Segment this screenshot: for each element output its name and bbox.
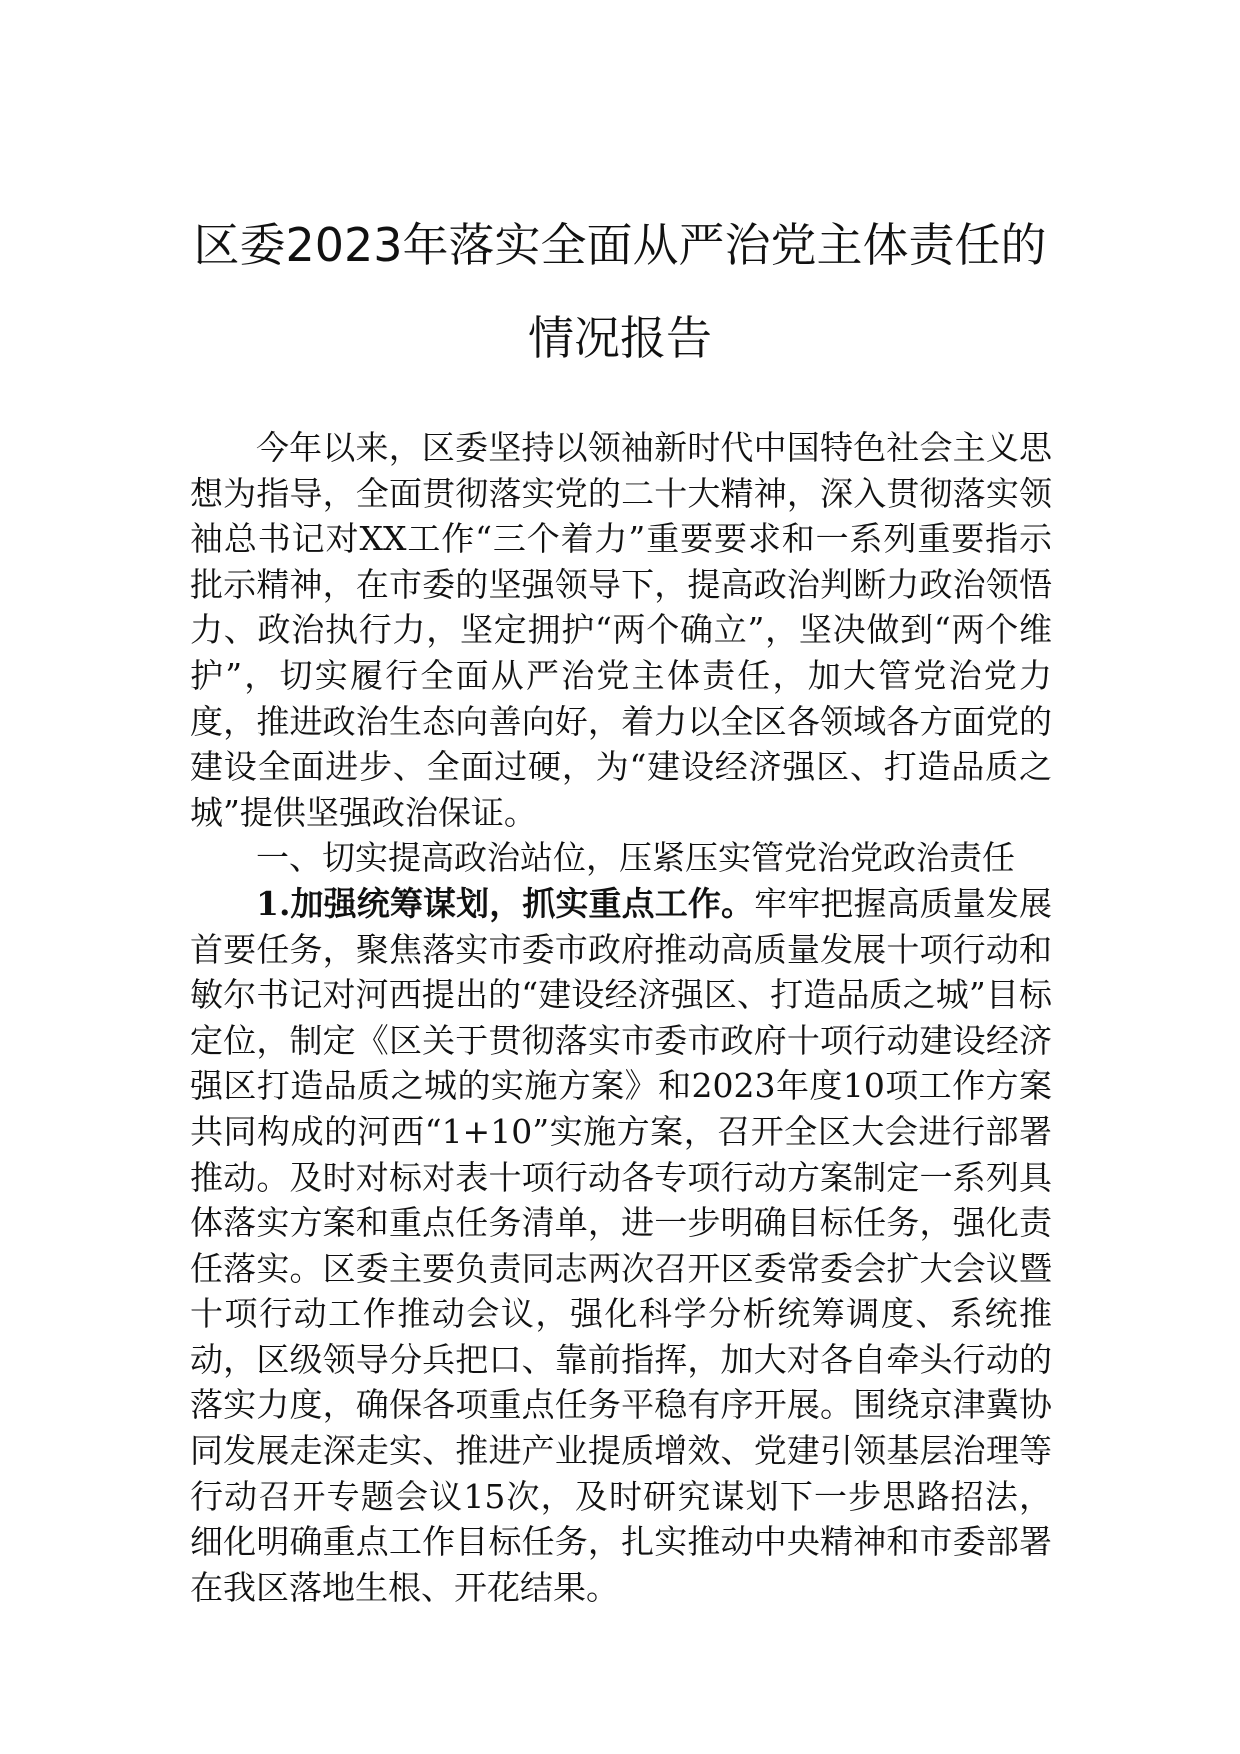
paragraph-item-1 bbox=[190, 881, 1052, 1611]
document-title-line-1: 区委2023年落实全面从严治党主体责任的 bbox=[193, 218, 1047, 272]
section-heading-1-text: 一、切实提高政治站位，压紧压实管党治党政治责任 bbox=[256, 838, 1015, 878]
section-heading-1 bbox=[190, 835, 1052, 881]
document-title-line-2: 情况报告 bbox=[528, 311, 712, 365]
paragraph-item-1-text: 牢牢把握高质量发展首要任务，聚焦落实市委市政府推动高质量发展十项行动和敏尔书记对河西提出的“建设经济强区、打造品质之城”目标定位，制定《区关于贯彻落实市委市政府十项行动建设经济强区打造品质之城的实施方案》和2023年度10项工作方案共同构成的河西“1+10”实施方案，召开全区大会进行部署推动。及时对标对表十项行动各专项行动方案制定一系列具体落实方案和重点任务清单，进一步明确目标任务，强化责任落实。区委主要负责同志两次召开区委常委会扩大会议暨十项行动工作推动会议，强化科学分析统筹调度、系统推动，区级领导分兵把口、靠前指挥，加大对各自牵头行动的落实力度，确保各项重点任务平稳有序开展。围绕京津冀协同发展走深走实、推进产业提质增效、党建引领基层治理等行动召开专题会议15次，及时研究谋划下一步思路招法，细化明确重点工作目标任务，扎实推动中央精神和市委部署在我区落地生根、开花结果。 bbox=[190, 883, 1053, 1607]
paragraph-intro bbox=[190, 425, 1052, 835]
document-body bbox=[190, 425, 1052, 1610]
paragraph-intro-text: 今年以来，区委坚持以领袖新时代中国特色社会主义思想为指导，全面贯彻落实党的二十大精神，深入贯彻落实领袖总书记对XX工作“三个着力”重要要求和一系列重要指示批示精神，在市委的坚强领导下，提高政治判断力政治领悟力、政治执行力，坚定拥护“两个确立”，坚决做到“两个维护”，切实履行全面从严治党主体责任，加大管党治党力度，推进政治生态向善向好，着力以全区各领域各方面党的建设全面进步、全面过硬，为“建设经济强区、打造品质之城”提供坚强政治保证。 bbox=[190, 428, 1052, 832]
paragraph-item-1-lead: 1.加强统筹谋划，抓实重点工作。 bbox=[256, 883, 755, 923]
